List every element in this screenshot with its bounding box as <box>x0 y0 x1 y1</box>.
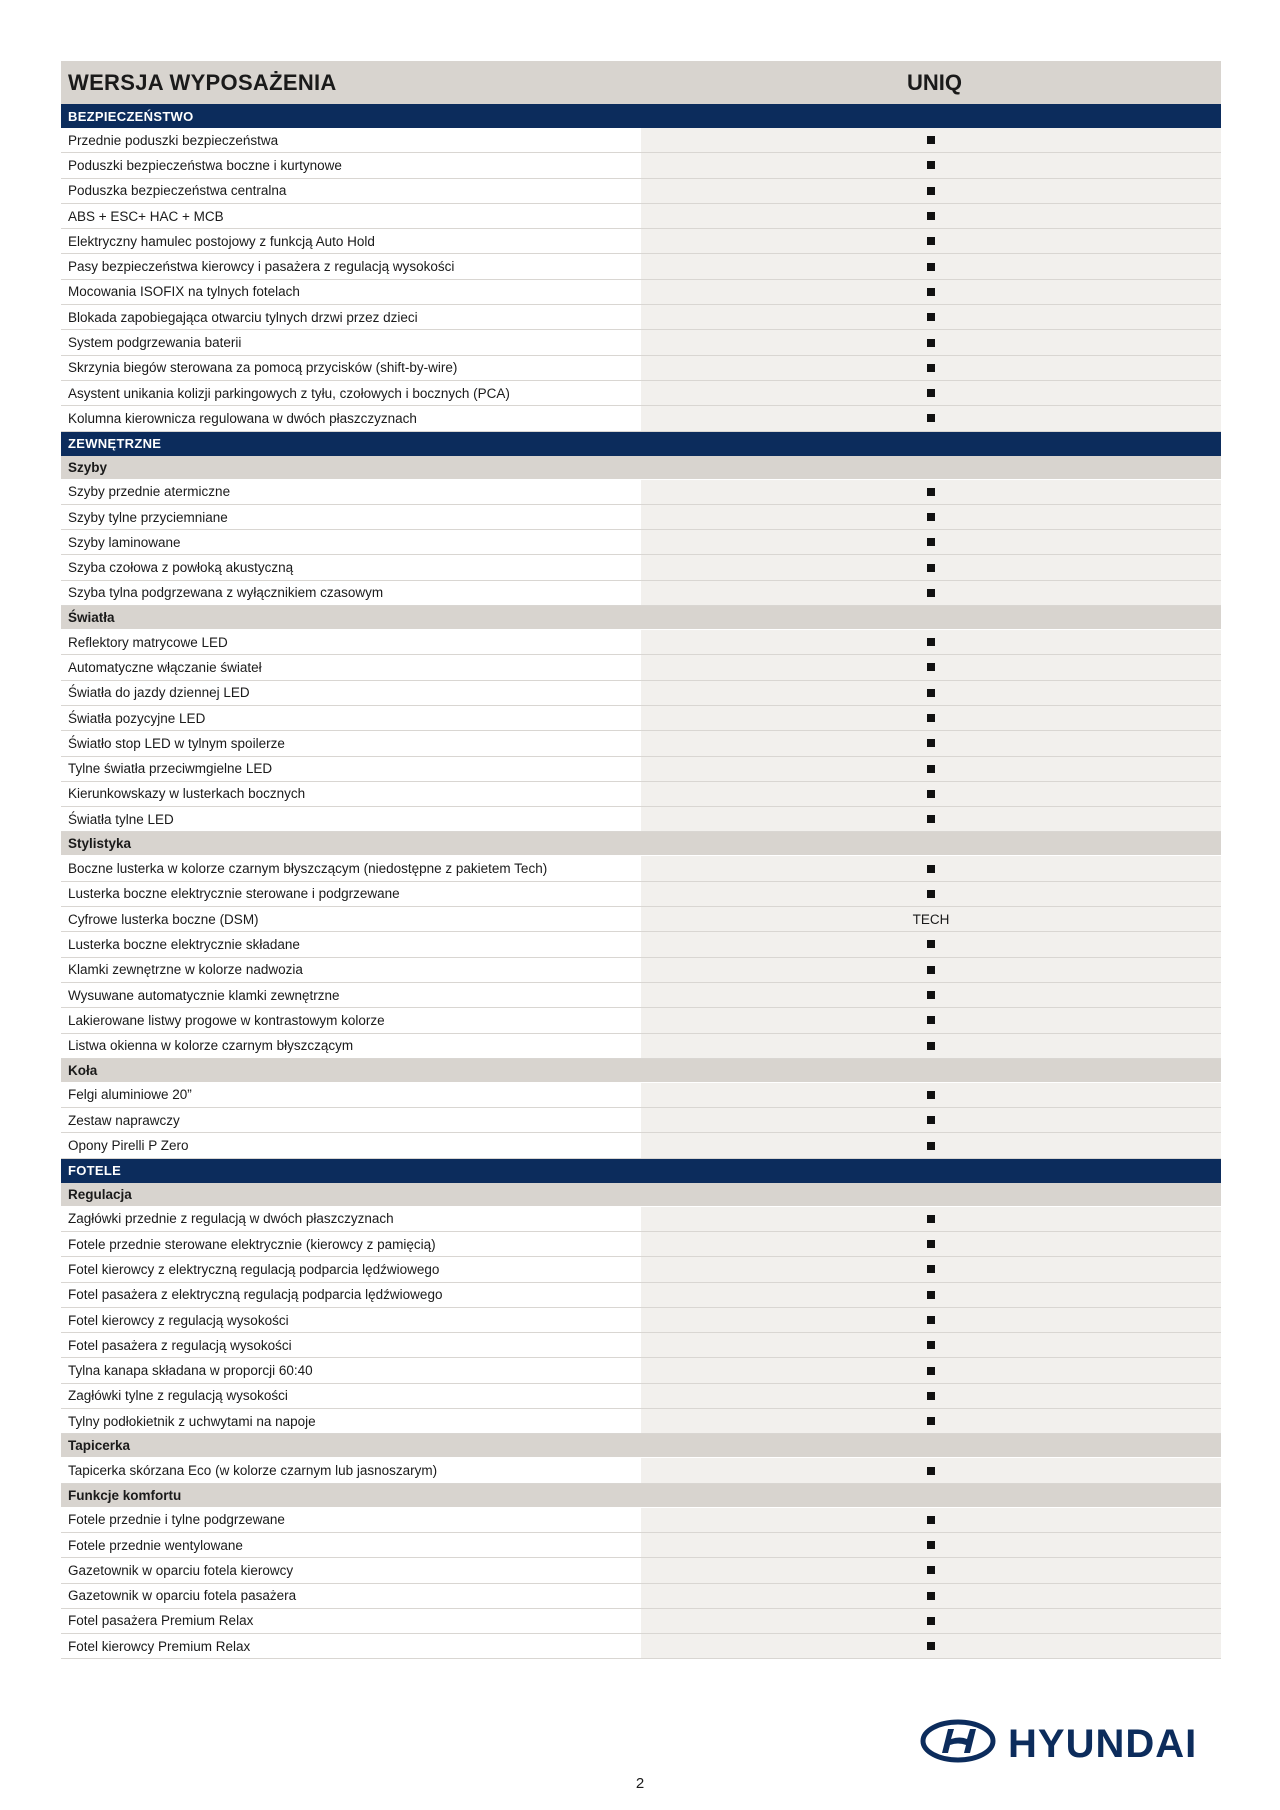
subsection-header: Koła <box>61 1059 1221 1083</box>
feature-label: Zestaw naprawczy <box>61 1108 641 1132</box>
subsection-header: Funkcje komfortu <box>61 1484 1221 1508</box>
standard-equipment-marker <box>927 815 935 823</box>
standard-equipment-marker <box>927 1215 935 1223</box>
table-row <box>61 1283 1221 1308</box>
table-row <box>61 179 1221 204</box>
feature-label: Lakierowane listwy progowe w kontrastowym kolorze <box>61 1008 641 1032</box>
subsection-header: Szyby <box>61 456 1221 480</box>
standard-equipment-marker <box>927 263 935 271</box>
feature-availability <box>641 1108 1221 1132</box>
feature-label: Lusterka boczne elektrycznie sterowane i podgrzewane <box>61 882 641 906</box>
feature-availability <box>641 530 1221 554</box>
feature-label: Szyba czołowa z powłoką akustyczną <box>61 555 641 579</box>
feature-availability <box>641 1558 1221 1582</box>
standard-equipment-marker <box>927 313 935 321</box>
table-row <box>61 1609 1221 1634</box>
feature-label: Felgi aluminiowe 20” <box>61 1083 641 1107</box>
feature-availability <box>641 280 1221 304</box>
feature-availability <box>641 983 1221 1007</box>
feature-label: Fotele przednie i tylne podgrzewane <box>61 1508 641 1532</box>
feature-availability <box>641 807 1221 831</box>
feature-availability <box>641 782 1221 806</box>
feature-availability <box>641 1384 1221 1408</box>
feature-availability <box>641 406 1221 430</box>
feature-availability <box>641 1533 1221 1557</box>
standard-equipment-marker <box>927 1016 935 1024</box>
feature-label: Tylne światła przeciwmgielne LED <box>61 757 641 781</box>
feature-availability <box>641 1409 1221 1433</box>
feature-availability <box>641 581 1221 605</box>
table-row <box>61 681 1221 706</box>
table-row <box>61 1308 1221 1333</box>
standard-equipment-marker <box>927 237 935 245</box>
standard-equipment-marker <box>927 288 935 296</box>
feature-availability <box>641 1232 1221 1256</box>
table-row <box>61 706 1221 731</box>
section-header: ZEWNĘTRZNE <box>61 432 1221 456</box>
standard-equipment-marker <box>927 1116 935 1124</box>
feature-label: Fotele przednie wentylowane <box>61 1533 641 1557</box>
feature-label: Wysuwane automatycznie klamki zewnętrzne <box>61 983 641 1007</box>
feature-label: Boczne lusterka w kolorze czarnym błyszczącym (niedostępne z pakietem Tech) <box>61 856 641 880</box>
standard-equipment-marker <box>927 1592 935 1600</box>
feature-label: Pasy bezpieczeństwa kierowcy i pasażera z regulacją wysokości <box>61 254 641 278</box>
standard-equipment-marker <box>927 663 935 671</box>
feature-label: Fotel pasażera z elektryczną regulacją podparcia lędźwiowego <box>61 1283 641 1307</box>
table-body <box>61 104 1221 1659</box>
feature-availability <box>641 958 1221 982</box>
standard-equipment-marker <box>927 940 935 948</box>
table-row <box>61 630 1221 655</box>
feature-label: Przednie poduszki bezpieczeństwa <box>61 128 641 152</box>
table-row <box>61 1207 1221 1232</box>
feature-label: Zagłówki tylne z regulacją wysokości <box>61 1384 641 1408</box>
table-row <box>61 1083 1221 1108</box>
feature-availability <box>641 254 1221 278</box>
standard-equipment-marker <box>927 1417 935 1425</box>
version-name: UNIQ <box>907 69 962 95</box>
feature-label: Światła tylne LED <box>61 807 641 831</box>
feature-availability <box>641 932 1221 956</box>
feature-availability <box>641 1034 1221 1058</box>
table-row <box>61 229 1221 254</box>
standard-equipment-marker <box>927 1091 935 1099</box>
feature-label: Skrzynia biegów sterowana za pomocą przycisków (shift-by-wire) <box>61 356 641 380</box>
feature-availability <box>641 480 1221 504</box>
feature-availability <box>641 356 1221 380</box>
table-row <box>61 807 1221 832</box>
feature-label: Fotel pasażera Premium Relax <box>61 1609 641 1633</box>
standard-equipment-marker <box>927 1341 935 1349</box>
equipment-table <box>61 61 1221 1659</box>
section-header: BEZPIECZEŃSTWO <box>61 104 1221 128</box>
standard-equipment-marker <box>927 488 935 496</box>
feature-label: Światła pozycyjne LED <box>61 706 641 730</box>
section-header: FOTELE <box>61 1159 1221 1183</box>
feature-label: Gazetownik w oparciu fotela pasażera <box>61 1584 641 1608</box>
feature-availability <box>641 1083 1221 1107</box>
feature-availability <box>641 381 1221 405</box>
standard-equipment-marker <box>927 689 935 697</box>
table-row <box>61 1008 1221 1033</box>
standard-equipment-marker <box>927 714 935 722</box>
feature-label: Światła do jazdy dziennej LED <box>61 681 641 705</box>
feature-label: Szyby tylne przyciemniane <box>61 505 641 529</box>
table-row <box>61 907 1221 932</box>
feature-availability <box>641 1257 1221 1281</box>
feature-label: Fotel kierowcy z elektryczną regulacją podparcia lędźwiowego <box>61 1257 641 1281</box>
feature-label: Opony Pirelli P Zero <box>61 1133 641 1157</box>
feature-availability <box>641 204 1221 228</box>
feature-label: Kierunkowskazy w lusterkach bocznych <box>61 782 641 806</box>
table-row <box>61 254 1221 279</box>
table-row <box>61 356 1221 381</box>
table-row <box>61 1232 1221 1257</box>
feature-availability <box>641 1458 1221 1482</box>
standard-equipment-marker <box>927 187 935 195</box>
standard-equipment-marker <box>927 364 935 372</box>
feature-label: Poduszki bezpieczeństwa boczne i kurtynowe <box>61 153 641 177</box>
feature-label: Fotel kierowcy z regulacją wysokości <box>61 1308 641 1332</box>
feature-label: Zagłówki przednie z regulacją w dwóch płaszczyznach <box>61 1207 641 1231</box>
standard-equipment-marker <box>927 161 935 169</box>
standard-equipment-marker <box>927 966 935 974</box>
logo-text: HYUNDAI <box>1008 1722 1198 1763</box>
feature-availability <box>641 305 1221 329</box>
table-row <box>61 555 1221 580</box>
feature-label: Fotel pasażera z regulacją wysokości <box>61 1333 641 1357</box>
feature-availability <box>641 1609 1221 1633</box>
standard-equipment-marker <box>927 1367 935 1375</box>
feature-label: ABS + ESC+ HAC + MCB <box>61 204 641 228</box>
standard-equipment-marker <box>927 589 935 597</box>
standard-equipment-marker <box>927 890 935 898</box>
standard-equipment-marker <box>927 212 935 220</box>
feature-label: Lusterka boczne elektrycznie składane <box>61 932 641 956</box>
feature-label: Gazetownik w oparciu fotela kierowcy <box>61 1558 641 1582</box>
table-row <box>61 1533 1221 1558</box>
subsection-header: Tapicerka <box>61 1434 1221 1458</box>
feature-availability <box>641 882 1221 906</box>
table-title: WERSJA WYPOSAŻENIA <box>68 69 337 95</box>
feature-label: Elektryczny hamulec postojowy z funkcją Auto Hold <box>61 229 641 253</box>
feature-label: Reflektory matrycowe LED <box>61 630 641 654</box>
standard-equipment-marker <box>927 1516 935 1524</box>
feature-availability <box>641 706 1221 730</box>
feature-availability <box>641 1508 1221 1532</box>
feature-availability <box>641 505 1221 529</box>
table-row <box>61 932 1221 957</box>
table-row <box>61 1508 1221 1533</box>
feature-availability <box>641 1008 1221 1032</box>
table-row <box>61 204 1221 229</box>
table-row <box>61 1333 1221 1358</box>
table-row <box>61 153 1221 178</box>
feature-availability <box>641 681 1221 705</box>
standard-equipment-marker <box>927 1392 935 1400</box>
feature-label: Szyby przednie atermiczne <box>61 480 641 504</box>
feature-label: Tylna kanapa składana w proporcji 60:40 <box>61 1358 641 1382</box>
standard-equipment-marker <box>927 1240 935 1248</box>
table-row <box>61 581 1221 606</box>
standard-equipment-marker <box>927 1566 935 1574</box>
feature-label: Poduszka bezpieczeństwa centralna <box>61 179 641 203</box>
table-row <box>61 856 1221 881</box>
feature-label: Listwa okienna w kolorze czarnym błyszczącym <box>61 1034 641 1058</box>
standard-equipment-marker <box>927 339 935 347</box>
standard-equipment-marker <box>927 739 935 747</box>
standard-equipment-marker <box>927 1042 935 1050</box>
table-row <box>61 1458 1221 1483</box>
standard-equipment-marker <box>927 1265 935 1273</box>
feature-label: Kolumna kierownicza regulowana w dwóch płaszczyznach <box>61 406 641 430</box>
standard-equipment-marker <box>927 790 935 798</box>
table-row <box>61 1133 1221 1158</box>
feature-availability <box>641 1283 1221 1307</box>
table-row <box>61 655 1221 680</box>
feature-availability <box>641 330 1221 354</box>
hyundai-logo <box>920 1719 1222 1763</box>
feature-label: Szyba tylna podgrzewana z wyłącznikiem czasowym <box>61 581 641 605</box>
feature-availability <box>641 179 1221 203</box>
feature-label: Asystent unikania kolizji parkingowych z tyłu, czołowych i bocznych (PCA) <box>61 381 641 405</box>
feature-label: Cyfrowe lusterka boczne (DSM) <box>61 907 641 931</box>
feature-availability <box>641 1333 1221 1357</box>
feature-availability <box>641 1584 1221 1608</box>
standard-equipment-marker <box>927 564 935 572</box>
table-row <box>61 280 1221 305</box>
standard-equipment-marker <box>927 513 935 521</box>
feature-availability <box>641 856 1221 880</box>
table-row <box>61 1558 1221 1583</box>
standard-equipment-marker <box>927 1291 935 1299</box>
standard-equipment-marker <box>927 1316 935 1324</box>
feature-label: Automatyczne włączanie świateł <box>61 655 641 679</box>
standard-equipment-marker <box>927 538 935 546</box>
feature-availability <box>641 731 1221 755</box>
table-row <box>61 782 1221 807</box>
standard-equipment-marker <box>927 389 935 397</box>
table-row <box>61 1584 1221 1609</box>
subsection-header: Regulacja <box>61 1183 1221 1207</box>
feature-label: Światło stop LED w tylnym spoilerze <box>61 731 641 755</box>
table-row <box>61 1358 1221 1383</box>
table-row <box>61 1108 1221 1133</box>
standard-equipment-marker <box>927 991 935 999</box>
subsection-header: Światła <box>61 606 1221 630</box>
feature-availability <box>641 1358 1221 1382</box>
feature-availability <box>641 1207 1221 1231</box>
table-row <box>61 530 1221 555</box>
table-row <box>61 505 1221 530</box>
standard-equipment-marker <box>927 1467 935 1475</box>
table-row <box>61 731 1221 756</box>
feature-availability <box>641 128 1221 152</box>
table-row <box>61 983 1221 1008</box>
table-row <box>61 1634 1221 1659</box>
subsection-header: Stylistyka <box>61 832 1221 856</box>
table-row <box>61 958 1221 983</box>
feature-availability: TECH <box>641 907 1221 931</box>
feature-label: Fotele przednie sterowane elektrycznie (kierowcy z pamięcią) <box>61 1232 641 1256</box>
table-row <box>61 1034 1221 1059</box>
feature-label: Tapicerka skórzana Eco (w kolorze czarnym lub jasnoszarym) <box>61 1458 641 1482</box>
feature-availability <box>641 630 1221 654</box>
feature-availability <box>641 229 1221 253</box>
table-row <box>61 330 1221 355</box>
feature-label: System podgrzewania baterii <box>61 330 641 354</box>
standard-equipment-marker <box>927 765 935 773</box>
table-row <box>61 1384 1221 1409</box>
feature-availability <box>641 555 1221 579</box>
feature-availability <box>641 757 1221 781</box>
table-row <box>61 1257 1221 1282</box>
table-row <box>61 128 1221 153</box>
standard-equipment-marker <box>927 136 935 144</box>
standard-equipment-marker <box>927 1617 935 1625</box>
standard-equipment-marker <box>927 865 935 873</box>
feature-availability <box>641 1634 1221 1658</box>
table-header <box>61 61 1221 104</box>
standard-equipment-marker <box>927 1541 935 1549</box>
standard-equipment-marker <box>927 638 935 646</box>
feature-label: Mocowania ISOFIX na tylnych fotelach <box>61 280 641 304</box>
page-number: 2 <box>635 1775 645 1792</box>
table-row <box>61 381 1221 406</box>
table-row <box>61 757 1221 782</box>
feature-label: Blokada zapobiegająca otwarciu tylnych drzwi przez dzieci <box>61 305 641 329</box>
table-row <box>61 406 1221 431</box>
feature-label: Klamki zewnętrzne w kolorze nadwozia <box>61 958 641 982</box>
feature-label: Fotel kierowcy Premium Relax <box>61 1634 641 1658</box>
table-row <box>61 480 1221 505</box>
table-row <box>61 882 1221 907</box>
feature-availability <box>641 655 1221 679</box>
feature-label: Tylny podłokietnik z uchwytami na napoje <box>61 1409 641 1433</box>
feature-availability <box>641 1133 1221 1157</box>
standard-equipment-marker <box>927 1142 935 1150</box>
feature-label: Szyby laminowane <box>61 530 641 554</box>
standard-equipment-marker <box>927 1642 935 1650</box>
standard-equipment-marker <box>927 414 935 422</box>
feature-availability <box>641 153 1221 177</box>
feature-availability <box>641 1308 1221 1332</box>
table-row <box>61 305 1221 330</box>
table-row <box>61 1409 1221 1434</box>
